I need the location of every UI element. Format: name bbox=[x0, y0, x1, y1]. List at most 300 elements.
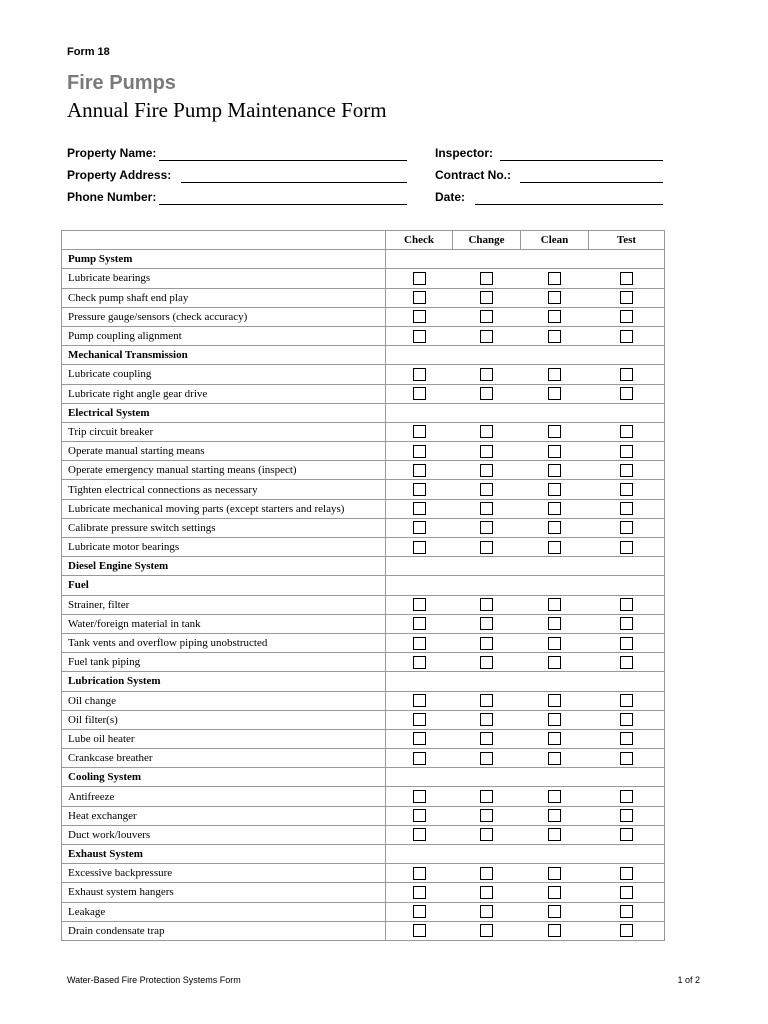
change-checkbox[interactable] bbox=[480, 886, 493, 899]
test-cell bbox=[589, 614, 665, 633]
change-cell bbox=[453, 269, 521, 288]
clean-checkbox[interactable] bbox=[548, 464, 561, 477]
table-row bbox=[62, 710, 665, 729]
test-checkbox[interactable] bbox=[620, 483, 633, 496]
section-blank-cell bbox=[386, 845, 665, 864]
change-cell bbox=[453, 614, 521, 633]
change-cell bbox=[453, 729, 521, 748]
clean-checkbox[interactable] bbox=[548, 521, 561, 534]
task-label: Check pump shaft end play bbox=[62, 288, 386, 307]
test-checkbox[interactable] bbox=[620, 598, 633, 611]
change-cell bbox=[453, 653, 521, 672]
section-row bbox=[62, 403, 665, 422]
check-checkbox[interactable] bbox=[413, 291, 426, 304]
task-label: Tighten electrical connections as necessary bbox=[62, 480, 386, 499]
clean-cell bbox=[521, 461, 589, 480]
change-checkbox[interactable] bbox=[480, 272, 493, 285]
test-checkbox[interactable] bbox=[620, 272, 633, 285]
clean-checkbox[interactable] bbox=[548, 809, 561, 822]
clean-checkbox[interactable] bbox=[548, 541, 561, 554]
header-check: Check bbox=[386, 231, 453, 250]
check-cell bbox=[386, 614, 453, 633]
clean-cell bbox=[521, 326, 589, 345]
clean-cell bbox=[521, 422, 589, 441]
section-blank-cell bbox=[386, 672, 665, 691]
change-checkbox[interactable] bbox=[480, 541, 493, 554]
header-task bbox=[62, 231, 386, 250]
change-checkbox[interactable] bbox=[480, 598, 493, 611]
clean-cell bbox=[521, 653, 589, 672]
check-checkbox[interactable] bbox=[413, 886, 426, 899]
clean-checkbox[interactable] bbox=[548, 886, 561, 899]
change-cell bbox=[453, 595, 521, 614]
check-checkbox[interactable] bbox=[413, 905, 426, 918]
check-cell bbox=[386, 518, 453, 537]
inspector-label: Inspector: bbox=[435, 146, 494, 160]
change-checkbox[interactable] bbox=[480, 445, 493, 458]
check-cell bbox=[386, 307, 453, 326]
section-heading: Mechanical Transmission bbox=[62, 346, 386, 365]
date-label: Date: bbox=[435, 190, 466, 204]
test-checkbox[interactable] bbox=[620, 617, 633, 630]
table-row bbox=[62, 422, 665, 441]
change-cell bbox=[453, 307, 521, 326]
change-checkbox[interactable] bbox=[480, 464, 493, 477]
inspector-field bbox=[435, 146, 493, 160]
clean-cell bbox=[521, 480, 589, 499]
test-cell bbox=[589, 710, 665, 729]
clean-checkbox[interactable] bbox=[548, 752, 561, 765]
check-cell bbox=[386, 499, 453, 518]
test-checkbox[interactable] bbox=[620, 445, 633, 458]
change-checkbox[interactable] bbox=[480, 828, 493, 841]
change-cell bbox=[453, 422, 521, 441]
phone-number-line[interactable] bbox=[159, 204, 407, 205]
change-checkbox[interactable] bbox=[480, 905, 493, 918]
clean-cell bbox=[521, 384, 589, 403]
test-cell bbox=[589, 288, 665, 307]
check-cell bbox=[386, 864, 453, 883]
test-checkbox[interactable] bbox=[620, 790, 633, 803]
property-address-field bbox=[67, 168, 171, 182]
check-checkbox[interactable] bbox=[413, 445, 426, 458]
clean-cell bbox=[521, 595, 589, 614]
check-checkbox[interactable] bbox=[413, 637, 426, 650]
test-checkbox[interactable] bbox=[620, 502, 633, 515]
clean-checkbox[interactable] bbox=[548, 924, 561, 937]
clean-cell bbox=[521, 499, 589, 518]
clean-checkbox[interactable] bbox=[548, 637, 561, 650]
check-cell bbox=[386, 442, 453, 461]
form-number: Form 18 bbox=[67, 46, 110, 58]
check-checkbox[interactable] bbox=[413, 656, 426, 669]
task-label: Strainer, filter bbox=[62, 595, 386, 614]
section-row bbox=[62, 250, 665, 269]
table-row bbox=[62, 806, 665, 825]
check-checkbox[interactable] bbox=[413, 483, 426, 496]
table-row bbox=[62, 902, 665, 921]
change-checkbox[interactable] bbox=[480, 694, 493, 707]
change-checkbox[interactable] bbox=[480, 752, 493, 765]
check-checkbox[interactable] bbox=[413, 828, 426, 841]
check-checkbox[interactable] bbox=[413, 541, 426, 554]
section-row bbox=[62, 557, 665, 576]
section-row bbox=[62, 346, 665, 365]
table-row bbox=[62, 729, 665, 748]
change-cell bbox=[453, 518, 521, 537]
change-checkbox[interactable] bbox=[480, 425, 493, 438]
table-row bbox=[62, 825, 665, 844]
test-cell bbox=[589, 787, 665, 806]
contract-no-label: Contract No.: bbox=[435, 168, 511, 182]
change-cell bbox=[453, 288, 521, 307]
test-checkbox[interactable] bbox=[620, 732, 633, 745]
change-checkbox[interactable] bbox=[480, 867, 493, 880]
clean-checkbox[interactable] bbox=[548, 713, 561, 726]
clean-cell bbox=[521, 749, 589, 768]
check-checkbox[interactable] bbox=[413, 790, 426, 803]
date-line[interactable] bbox=[475, 204, 663, 205]
change-cell bbox=[453, 480, 521, 499]
check-checkbox[interactable] bbox=[413, 425, 426, 438]
test-cell bbox=[589, 729, 665, 748]
check-checkbox[interactable] bbox=[413, 809, 426, 822]
check-checkbox[interactable] bbox=[413, 310, 426, 323]
test-cell bbox=[589, 595, 665, 614]
change-cell bbox=[453, 921, 521, 940]
test-checkbox[interactable] bbox=[620, 521, 633, 534]
table-header-row bbox=[62, 231, 665, 250]
clean-checkbox[interactable] bbox=[548, 790, 561, 803]
test-checkbox[interactable] bbox=[620, 867, 633, 880]
check-cell bbox=[386, 326, 453, 345]
check-checkbox[interactable] bbox=[413, 368, 426, 381]
test-checkbox[interactable] bbox=[620, 464, 633, 477]
change-cell bbox=[453, 749, 521, 768]
change-checkbox[interactable] bbox=[480, 617, 493, 630]
section-blank-cell bbox=[386, 346, 665, 365]
check-cell bbox=[386, 921, 453, 940]
header-change: Change bbox=[453, 231, 521, 250]
test-checkbox[interactable] bbox=[620, 809, 633, 822]
change-cell bbox=[453, 902, 521, 921]
change-cell bbox=[453, 806, 521, 825]
check-cell bbox=[386, 269, 453, 288]
test-cell bbox=[589, 442, 665, 461]
clean-checkbox[interactable] bbox=[548, 445, 561, 458]
test-checkbox[interactable] bbox=[620, 886, 633, 899]
test-checkbox[interactable] bbox=[620, 828, 633, 841]
task-label: Lubricate right angle gear drive bbox=[62, 384, 386, 403]
table-row bbox=[62, 461, 665, 480]
header-test: Test bbox=[589, 231, 665, 250]
change-cell bbox=[453, 787, 521, 806]
task-label: Lubricate motor bearings bbox=[62, 538, 386, 557]
task-label: Antifreeze bbox=[62, 787, 386, 806]
property-name-label: Property Name: bbox=[67, 146, 157, 160]
change-cell bbox=[453, 384, 521, 403]
check-cell bbox=[386, 749, 453, 768]
check-cell bbox=[386, 480, 453, 499]
table-row bbox=[62, 365, 665, 384]
check-checkbox[interactable] bbox=[413, 387, 426, 400]
task-label: Exhaust system hangers bbox=[62, 883, 386, 902]
table-row bbox=[62, 633, 665, 652]
check-checkbox[interactable] bbox=[413, 694, 426, 707]
change-checkbox[interactable] bbox=[480, 483, 493, 496]
change-checkbox[interactable] bbox=[480, 790, 493, 803]
change-checkbox[interactable] bbox=[480, 809, 493, 822]
check-checkbox[interactable] bbox=[413, 732, 426, 745]
check-cell bbox=[386, 422, 453, 441]
table-row bbox=[62, 518, 665, 537]
clean-checkbox[interactable] bbox=[548, 387, 561, 400]
check-checkbox[interactable] bbox=[413, 617, 426, 630]
test-checkbox[interactable] bbox=[620, 310, 633, 323]
task-label: Lubricate coupling bbox=[62, 365, 386, 384]
clean-cell bbox=[521, 288, 589, 307]
check-cell bbox=[386, 595, 453, 614]
check-cell bbox=[386, 461, 453, 480]
check-checkbox[interactable] bbox=[413, 598, 426, 611]
task-label: Drain condensate trap bbox=[62, 921, 386, 940]
clean-checkbox[interactable] bbox=[548, 502, 561, 515]
section-row bbox=[62, 576, 665, 595]
check-cell bbox=[386, 787, 453, 806]
test-checkbox[interactable] bbox=[620, 905, 633, 918]
test-cell bbox=[589, 902, 665, 921]
test-cell bbox=[589, 691, 665, 710]
clean-cell bbox=[521, 902, 589, 921]
check-cell bbox=[386, 902, 453, 921]
check-checkbox[interactable] bbox=[413, 521, 426, 534]
task-label: Crankcase breather bbox=[62, 749, 386, 768]
clean-checkbox[interactable] bbox=[548, 368, 561, 381]
section-blank-cell bbox=[386, 557, 665, 576]
footer-form-name: Water-Based Fire Protection Systems Form bbox=[67, 975, 241, 985]
change-checkbox[interactable] bbox=[480, 330, 493, 343]
section-heading: Exhaust System bbox=[62, 845, 386, 864]
check-checkbox[interactable] bbox=[413, 752, 426, 765]
check-cell bbox=[386, 883, 453, 902]
test-checkbox[interactable] bbox=[620, 694, 633, 707]
change-checkbox[interactable] bbox=[480, 310, 493, 323]
task-label: Lubricate bearings bbox=[62, 269, 386, 288]
clean-checkbox[interactable] bbox=[548, 828, 561, 841]
table-row bbox=[62, 749, 665, 768]
table-row bbox=[62, 269, 665, 288]
clean-checkbox[interactable] bbox=[548, 425, 561, 438]
task-label: Calibrate pressure switch settings bbox=[62, 518, 386, 537]
header-clean: Clean bbox=[521, 231, 589, 250]
test-checkbox[interactable] bbox=[620, 656, 633, 669]
test-cell bbox=[589, 269, 665, 288]
clean-cell bbox=[521, 307, 589, 326]
test-cell bbox=[589, 806, 665, 825]
table-row bbox=[62, 326, 665, 345]
test-cell bbox=[589, 538, 665, 557]
table-row bbox=[62, 538, 665, 557]
test-cell bbox=[589, 422, 665, 441]
clean-checkbox[interactable] bbox=[548, 867, 561, 880]
property-name-line[interactable] bbox=[159, 160, 407, 161]
test-cell bbox=[589, 864, 665, 883]
clean-checkbox[interactable] bbox=[548, 598, 561, 611]
section-blank-cell bbox=[386, 403, 665, 422]
check-checkbox[interactable] bbox=[413, 330, 426, 343]
clean-checkbox[interactable] bbox=[548, 310, 561, 323]
task-label: Excessive backpressure bbox=[62, 864, 386, 883]
test-checkbox[interactable] bbox=[620, 425, 633, 438]
section-heading: Electrical System bbox=[62, 403, 386, 422]
check-checkbox[interactable] bbox=[413, 924, 426, 937]
check-cell bbox=[386, 825, 453, 844]
change-checkbox[interactable] bbox=[480, 637, 493, 650]
change-cell bbox=[453, 825, 521, 844]
clean-cell bbox=[521, 269, 589, 288]
check-checkbox[interactable] bbox=[413, 713, 426, 726]
task-label: Lubricate mechanical moving parts (except starters and relays) bbox=[62, 499, 386, 518]
task-label: Pump coupling alignment bbox=[62, 326, 386, 345]
test-cell bbox=[589, 326, 665, 345]
section-blank-cell bbox=[386, 768, 665, 787]
test-cell bbox=[589, 825, 665, 844]
change-cell bbox=[453, 461, 521, 480]
check-checkbox[interactable] bbox=[413, 502, 426, 515]
test-cell bbox=[589, 365, 665, 384]
test-cell bbox=[589, 633, 665, 652]
change-cell bbox=[453, 633, 521, 652]
change-cell bbox=[453, 538, 521, 557]
property-address-label: Property Address: bbox=[67, 168, 172, 182]
check-cell bbox=[386, 288, 453, 307]
task-label: Lube oil heater bbox=[62, 729, 386, 748]
table-row bbox=[62, 442, 665, 461]
change-checkbox[interactable] bbox=[480, 291, 493, 304]
clean-checkbox[interactable] bbox=[548, 656, 561, 669]
phone-number-label: Phone Number: bbox=[67, 190, 157, 204]
test-cell bbox=[589, 499, 665, 518]
clean-checkbox[interactable] bbox=[548, 732, 561, 745]
clean-checkbox[interactable] bbox=[548, 483, 561, 496]
task-label: Pressure gauge/sensors (check accuracy) bbox=[62, 307, 386, 326]
check-cell bbox=[386, 538, 453, 557]
task-label: Heat exchanger bbox=[62, 806, 386, 825]
check-checkbox[interactable] bbox=[413, 867, 426, 880]
clean-cell bbox=[521, 691, 589, 710]
section-row bbox=[62, 672, 665, 691]
section-heading: Fuel bbox=[62, 576, 386, 595]
test-checkbox[interactable] bbox=[620, 330, 633, 343]
change-checkbox[interactable] bbox=[480, 656, 493, 669]
contract-no-line[interactable] bbox=[520, 182, 663, 183]
maintenance-checklist-table bbox=[61, 230, 665, 941]
change-cell bbox=[453, 710, 521, 729]
check-cell bbox=[386, 384, 453, 403]
change-cell bbox=[453, 326, 521, 345]
check-cell bbox=[386, 691, 453, 710]
task-label: Fuel tank piping bbox=[62, 653, 386, 672]
section-heading: Pump System bbox=[62, 250, 386, 269]
test-cell bbox=[589, 921, 665, 940]
check-cell bbox=[386, 653, 453, 672]
change-checkbox[interactable] bbox=[480, 713, 493, 726]
table-row bbox=[62, 653, 665, 672]
phone-number-field bbox=[67, 190, 156, 204]
test-checkbox[interactable] bbox=[620, 291, 633, 304]
test-checkbox[interactable] bbox=[620, 637, 633, 650]
clean-checkbox[interactable] bbox=[548, 291, 561, 304]
clean-checkbox[interactable] bbox=[548, 617, 561, 630]
task-label: Operate emergency manual starting means (inspect) bbox=[62, 461, 386, 480]
change-checkbox[interactable] bbox=[480, 502, 493, 515]
clean-checkbox[interactable] bbox=[548, 694, 561, 707]
change-checkbox[interactable] bbox=[480, 387, 493, 400]
test-cell bbox=[589, 749, 665, 768]
test-checkbox[interactable] bbox=[620, 713, 633, 726]
task-label: Trip circuit breaker bbox=[62, 422, 386, 441]
section-row bbox=[62, 768, 665, 787]
table-row bbox=[62, 480, 665, 499]
check-cell bbox=[386, 365, 453, 384]
change-cell bbox=[453, 442, 521, 461]
change-checkbox[interactable] bbox=[480, 732, 493, 745]
table-row bbox=[62, 288, 665, 307]
test-cell bbox=[589, 461, 665, 480]
change-cell bbox=[453, 883, 521, 902]
test-checkbox[interactable] bbox=[620, 924, 633, 937]
test-checkbox[interactable] bbox=[620, 368, 633, 381]
inspector-line[interactable] bbox=[500, 160, 663, 161]
clean-cell bbox=[521, 787, 589, 806]
test-cell bbox=[589, 653, 665, 672]
task-label: Tank vents and overflow piping unobstructed bbox=[62, 633, 386, 652]
table-row bbox=[62, 883, 665, 902]
task-label: Duct work/louvers bbox=[62, 825, 386, 844]
check-checkbox[interactable] bbox=[413, 272, 426, 285]
test-checkbox[interactable] bbox=[620, 387, 633, 400]
test-checkbox[interactable] bbox=[620, 752, 633, 765]
clean-checkbox[interactable] bbox=[548, 272, 561, 285]
test-cell bbox=[589, 518, 665, 537]
change-cell bbox=[453, 691, 521, 710]
table-row bbox=[62, 921, 665, 940]
form-subtitle: Fire Pumps bbox=[67, 72, 176, 94]
clean-cell bbox=[521, 864, 589, 883]
form-title: Annual Fire Pump Maintenance Form bbox=[67, 98, 387, 122]
change-checkbox[interactable] bbox=[480, 521, 493, 534]
clean-checkbox[interactable] bbox=[548, 905, 561, 918]
change-checkbox[interactable] bbox=[480, 924, 493, 937]
clean-cell bbox=[521, 883, 589, 902]
change-checkbox[interactable] bbox=[480, 368, 493, 381]
section-blank-cell bbox=[386, 250, 665, 269]
task-label: Operate manual starting means bbox=[62, 442, 386, 461]
check-cell bbox=[386, 729, 453, 748]
property-address-line[interactable] bbox=[181, 182, 407, 183]
change-cell bbox=[453, 365, 521, 384]
table-row bbox=[62, 384, 665, 403]
change-cell bbox=[453, 864, 521, 883]
clean-cell bbox=[521, 633, 589, 652]
check-checkbox[interactable] bbox=[413, 464, 426, 477]
clean-checkbox[interactable] bbox=[548, 330, 561, 343]
clean-cell bbox=[521, 518, 589, 537]
change-cell bbox=[453, 499, 521, 518]
clean-cell bbox=[521, 825, 589, 844]
test-checkbox[interactable] bbox=[620, 541, 633, 554]
date-field bbox=[435, 190, 465, 204]
